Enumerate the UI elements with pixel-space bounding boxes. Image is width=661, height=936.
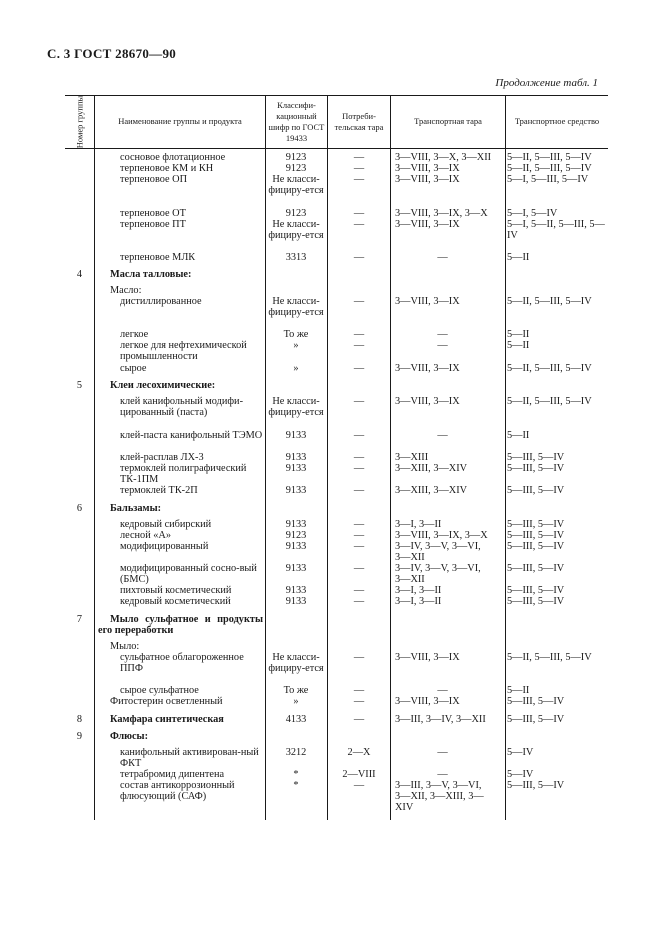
column-divider [390,95,391,820]
table-row: терпеновое ПТ [120,219,186,230]
cell-code: 9133 [285,519,307,530]
group-number: 7 [76,614,83,625]
cell-code: Не класси-фициру-ется [268,219,324,241]
table-row: сульфатное облагороженное ППФ [120,652,244,674]
table-row: Фитостерин осветленный [110,696,223,707]
cell-consumer-pack: — [353,452,365,463]
cell-code: Не класси-фициру-ется [268,652,324,674]
cell-transport-means: 5—III, 5—IV [507,530,565,541]
cell-consumer-pack: — [353,685,365,696]
table-row: кедровый косметический [120,596,231,607]
cell-consumer-pack: — [353,585,365,596]
cell-code: * [293,780,299,791]
cell-consumer-pack: — [353,652,365,663]
cell-code: То же [283,329,309,340]
table-row: состав антикоррозионный флюсующий (САФ) [120,780,235,802]
cell-consumer-pack: — [353,396,365,407]
product-table [65,95,608,820]
cell-code: То же [283,685,309,696]
cell-transport-pack: 3—I, 3—II [395,585,442,596]
cell-code: 9133 [285,452,307,463]
cell-transport-pack: 3—VIII, 3—IX [395,219,460,230]
cell-transport-pack: — [437,769,448,780]
table-header-rule [65,148,608,149]
table-row: кедровый сибирский [120,519,212,530]
cell-transport-means: 5—IV [507,747,534,758]
cell-consumer-pack: — [353,296,365,307]
table-row: термоклей полиграфический ТК-1ПМ [120,463,247,485]
cell-transport-pack: 3—III, 3—IV, 3—XII [395,714,486,725]
cell-consumer-pack: — [353,530,365,541]
cell-transport-means: 5—II [507,430,530,441]
cell-consumer-pack: — [353,696,365,707]
column-header-consumer-pack: Потреби-тельская тара [334,110,384,132]
cell-transport-pack: — [437,329,448,340]
cell-transport-means: 5—IV [507,769,534,780]
cell-transport-means: 5—I, 5—IV [507,208,558,219]
cell-consumer-pack: — [353,596,365,607]
cell-transport-pack: 3—XIII, 3—XIV [395,463,468,474]
cell-transport-means: 5—II, 5—III, 5—IV [507,396,592,407]
cell-code: 9123 [285,208,307,219]
cell-code: 9123 [285,163,307,174]
cell-transport-pack: 3—VIII, 3—IX [395,696,460,707]
cell-transport-means: 5—III, 5—IV [507,541,565,552]
cell-transport-means: 5—III, 5—IV [507,485,565,496]
cell-code: 9133 [285,485,307,496]
group-title: Бальзамы: [110,503,162,514]
group-title: Мыло сульфатное и продукты его переработки [98,614,263,636]
cell-transport-means: 5—I, 5—II, 5—III, 5—IV [507,219,605,241]
cell-transport-means: 5—II, 5—III, 5—IV [507,652,592,663]
cell-transport-pack: 3—XIII [395,452,429,463]
cell-code: 9133 [285,585,307,596]
cell-transport-means: 5—II, 5—III, 5—IV [507,152,592,163]
group-number: 6 [76,503,83,514]
cell-transport-pack: 3—VIII, 3—X, 3—XII [395,152,492,163]
table-row: дистиллированное [120,296,202,307]
column-divider [505,95,506,820]
cell-transport-means: 5—III, 5—IV [507,696,565,707]
cell-transport-pack: 3—III, 3—V, 3—VI, 3—XII, 3—XIII, 3—XIV [395,780,484,813]
cell-transport-pack: 3—I, 3—II [395,519,442,530]
column-header-code: Классифи-кационный шифр по ГОСТ 19433 [268,99,325,143]
group-title: Флюсы: [110,731,149,742]
cell-consumer-pack: — [353,174,365,185]
cell-transport-pack: 3—VIII, 3—IX [395,296,460,307]
cell-code: 3313 [285,252,307,263]
cell-code: 3212 [285,747,307,758]
table-row: тетрабромид дипентена [120,769,225,780]
cell-transport-pack: 3—VIII, 3—IX [395,163,460,174]
cell-code: Не класси-фициру-ется [268,396,324,418]
cell-consumer-pack: — [353,563,365,574]
cell-code: 9123 [285,530,307,541]
column-header-name: Наименование группы и продукта [118,116,242,126]
cell-transport-pack: 3—IV, 3—V, 3—VI, 3—XII [395,541,481,563]
cell-consumer-pack: — [353,363,365,374]
table-row: пихтовый косметический [120,585,232,596]
column-header-transport-means: Транспортное средство [514,116,600,126]
cell-code: 9133 [285,463,307,474]
cell-consumer-pack: — [353,329,365,340]
table-row: лесной «А» [120,530,172,541]
cell-code: » [293,363,299,374]
cell-transport-means: 5—III, 5—IV [507,585,565,596]
table-row: терпеновое КМ и КН [120,163,214,174]
cell-code: » [293,696,299,707]
cell-consumer-pack: 2—X [347,747,371,758]
cell-transport-means: 5—II [507,340,530,351]
cell-transport-pack: 3—VIII, 3—IX [395,174,460,185]
column-header-transport-pack: Транспортная тара [414,116,482,126]
cell-transport-means: 5—III, 5—IV [507,463,565,474]
group-number: 8 [76,714,83,725]
cell-code: 9133 [285,563,307,574]
table-row: термоклей ТК-2П [120,485,198,496]
cell-code: 9123 [285,152,307,163]
cell-transport-pack: 3—VIII, 3—IX [395,652,460,663]
cell-transport-means: 5—II, 5—III, 5—IV [507,363,592,374]
cell-transport-pack: 3—I, 3—II [395,596,442,607]
cell-transport-pack: — [437,340,448,351]
cell-transport-means: 5—II [507,329,530,340]
cell-transport-means: 5—III, 5—IV [507,452,565,463]
cell-consumer-pack: — [353,463,365,474]
column-divider [94,95,95,820]
table-row: сырое сульфатное [120,685,199,696]
table-row: клей-расплав ЛХ-3 [120,452,204,463]
cell-transport-means: 5—I, 5—III, 5—IV [507,174,589,185]
subgroup-title: Масло: [110,285,142,296]
cell-transport-pack: 3—VIII, 3—IX [395,363,460,374]
cell-consumer-pack: — [353,541,365,552]
group-number: 4 [76,269,83,280]
table-row: терпеновое ОТ [120,208,186,219]
cell-transport-pack: 3—IV, 3—V, 3—VI, 3—XII [395,563,481,585]
cell-transport-means: 5—III, 5—IV [507,714,565,725]
cell-consumer-pack: — [353,340,365,351]
cell-transport-means: 5—III, 5—IV [507,596,565,607]
cell-code: * [293,769,299,780]
cell-consumer-pack: — [353,152,365,163]
cell-transport-pack: — [437,685,448,696]
table-row: сосновое флотационное [120,152,226,163]
cell-code: Не класси-фициру-ется [268,174,324,196]
table-row: канифольный активирован-ный ФКТ [120,747,259,769]
table-row: сырое [120,363,147,374]
table-row: модифицированный сосно-вый (БМС) [120,563,257,585]
cell-consumer-pack: — [353,252,365,263]
cell-consumer-pack: — [353,163,365,174]
cell-code: Не класси-фициру-ется [268,296,324,318]
table-row: терпеновое ОП [120,174,188,185]
cell-transport-pack: — [437,430,448,441]
page-header: С. 3 ГОСТ 28670—90 [47,46,177,61]
cell-transport-means: 5—III, 5—IV [507,780,565,791]
cell-transport-means: 5—II [507,685,530,696]
cell-code: 9133 [285,430,307,441]
subgroup-title: Мыло: [110,641,140,652]
cell-consumer-pack: — [353,219,365,230]
cell-transport-pack: — [437,747,448,758]
cell-transport-pack: 3—VIII, 3—IX, 3—X [395,208,488,219]
table-row: модифицированный [120,541,209,552]
cell-transport-means: 5—III, 5—IV [507,519,565,530]
cell-code: 4133 [285,714,307,725]
table-row: легкое [120,329,149,340]
column-header-group-no: Номер группы [74,95,84,148]
cell-transport-means: 5—II, 5—III, 5—IV [507,163,592,174]
cell-transport-means: 5—II, 5—III, 5—IV [507,296,592,307]
group-number: 9 [76,731,83,742]
cell-consumer-pack: — [353,485,365,496]
cell-consumer-pack: — [353,430,365,441]
cell-transport-pack: 3—VIII, 3—IX [395,396,460,407]
group-number: 5 [76,380,83,391]
table-continuation-note: Продолжение табл. 1 [495,77,598,89]
table-row: легкое для нефтехимической промышленности [120,340,247,362]
table-row: клей канифольный модифи-цированный (паста) [120,396,243,418]
group-title: Масла талловые: [110,269,192,280]
cell-consumer-pack: 2—VIII [342,769,376,780]
group-title: Камфара синтетическая [110,714,224,725]
cell-consumer-pack: — [353,714,365,725]
cell-consumer-pack: — [353,208,365,219]
cell-code: 9133 [285,541,307,552]
group-title: Клеи лесохимические: [110,380,216,391]
cell-transport-means: 5—II [507,252,530,263]
cell-transport-pack: — [437,252,448,263]
cell-code: » [293,340,299,351]
cell-transport-pack: 3—XIII, 3—XIV [395,485,468,496]
cell-code: 9133 [285,596,307,607]
table-row: терпеновое МЛК [120,252,196,263]
table-row: клей-паста канифольный ТЭМО [120,430,263,441]
cell-transport-means: 5—III, 5—IV [507,563,565,574]
cell-consumer-pack: — [353,519,365,530]
cell-consumer-pack: — [353,780,365,791]
cell-transport-pack: 3—VIII, 3—IX, 3—X [395,530,488,541]
